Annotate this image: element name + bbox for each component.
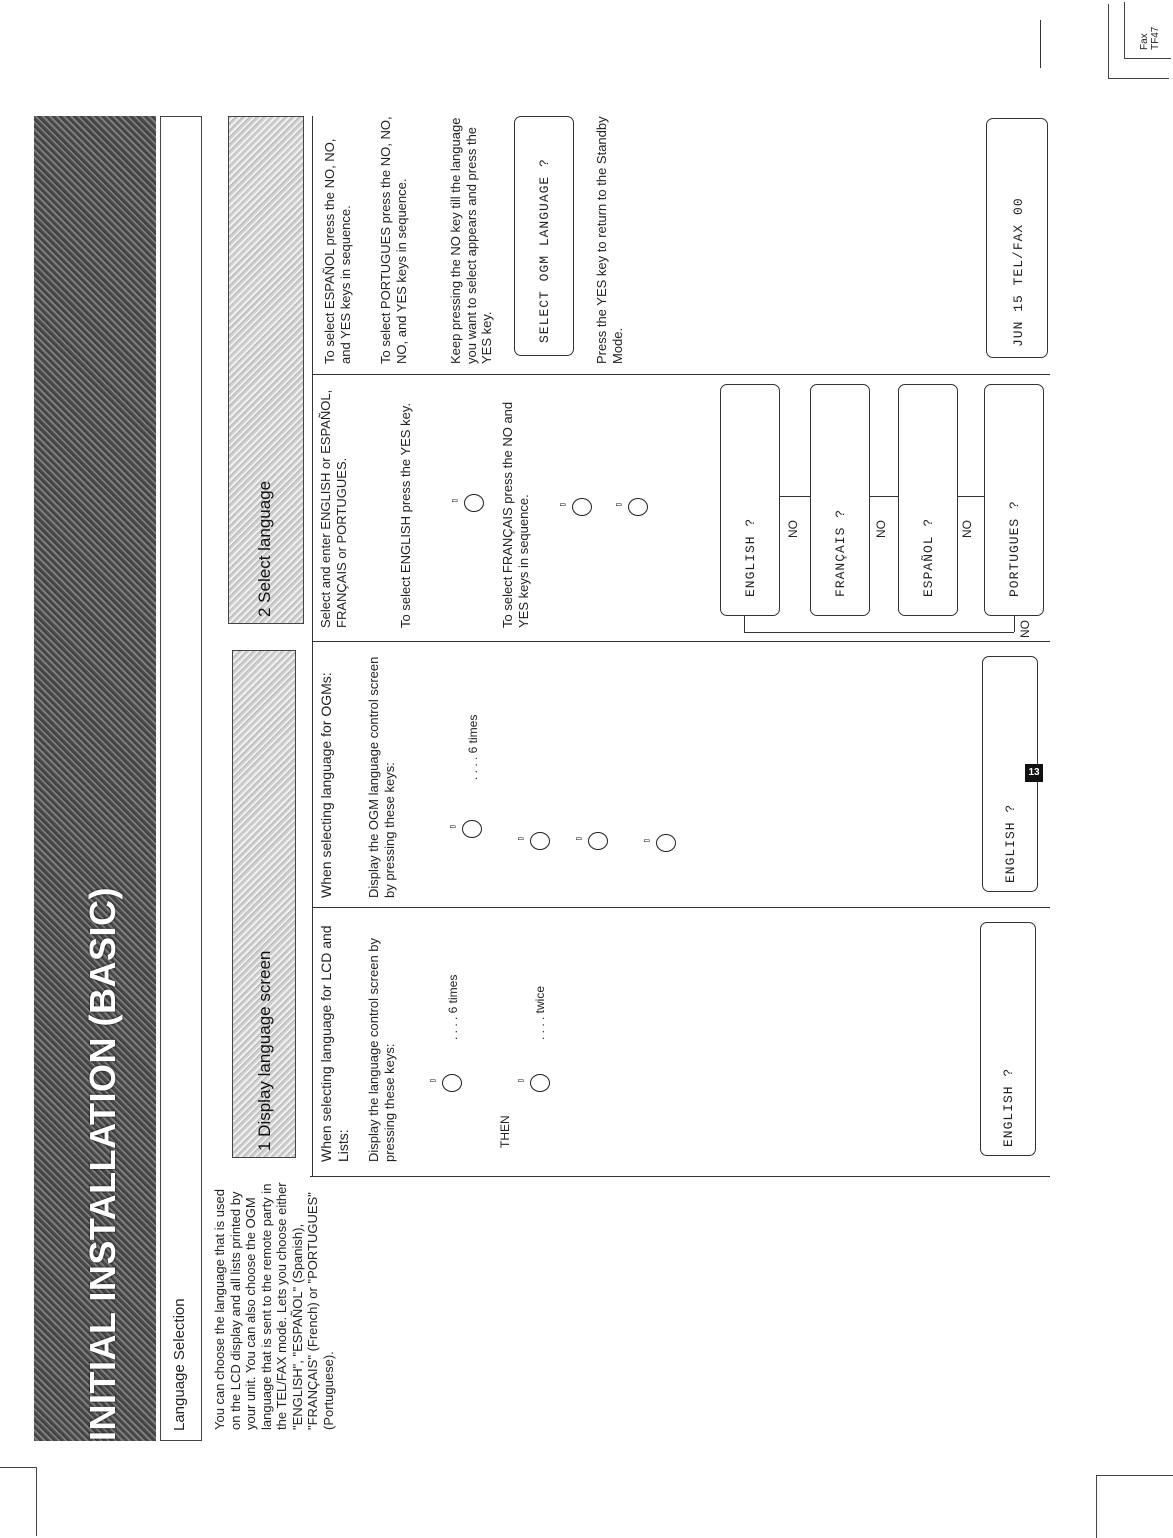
section-title: Language Selection: [171, 1298, 188, 1431]
divider: [312, 907, 1050, 908]
function-key[interactable]: [430, 1068, 464, 1096]
no-loop-label: NO: [1018, 620, 1032, 638]
crop-mark: [0, 1467, 37, 1536]
flow-connector: [958, 496, 984, 497]
step2-press-yes: [594, 114, 625, 364]
yes-key-oval: [530, 832, 550, 850]
step2-portugues-text: To select PORTUGUES press the NO, NO, NO, and YES keys in sequence.: [378, 116, 409, 364]
intro-paragraph: You can choose the language that is used on the LCD display and all lists printed by your unit. You can also choose the OGM language that is sent to the remote party in the TEL/FAX mode. Lets you choose either "ENGLISH", "ESPAÑOL" (Spanish), "FRANÇAIS" (French) or "PORTUGUES" (Portuguese).: [212, 1182, 336, 1430]
yes-key-oval: [464, 494, 484, 512]
yes-key-oval: [656, 834, 676, 852]
function-key[interactable]: [576, 826, 610, 854]
lcd-display: [514, 116, 574, 356]
cycle-display-text: PORTUGUES ?: [1007, 500, 1022, 597]
step2-espanol: [322, 114, 353, 364]
crop-mark: [1040, 20, 1041, 68]
flow-connector: [744, 632, 1014, 633]
lcd-display: [986, 118, 1048, 358]
no-key[interactable]: [560, 492, 594, 520]
yes-key[interactable]: [518, 1068, 552, 1096]
page-number: 13: [1025, 764, 1043, 782]
yes-key[interactable]: [452, 488, 486, 516]
function-key-oval: [442, 1074, 462, 1092]
page-title: INITIAL INSTALLATION (BASIC): [82, 887, 123, 1441]
flow-connector: [780, 496, 810, 497]
divider: [310, 1176, 1050, 1177]
corner-tag-text: Fax TF47: [1139, 26, 1161, 50]
no-arrow-label: NO: [960, 520, 974, 538]
flow-connector: [870, 496, 898, 497]
step2-keep: [448, 114, 495, 364]
function-key-oval: [462, 820, 482, 838]
step1-ogm-instruction: [366, 648, 397, 898]
step2-label-box: [228, 116, 304, 624]
step1-lcd-instruction: [366, 912, 397, 1162]
no-key-oval: [572, 498, 592, 516]
lcd-display-text: SELECT OGM LANGUAGE ?: [537, 158, 552, 343]
yes-key-glyph: ▭: [518, 1076, 524, 1086]
step1-ogm-heading-text: When selecting language for OGMs:: [318, 672, 334, 898]
no-arrow-label: NO: [786, 520, 800, 538]
section-title-box: [160, 116, 202, 1441]
lcd-display-text: JUN 15 TEL/FAX 00: [1011, 197, 1026, 347]
lcd-display-text: ENGLISH ?: [1001, 1067, 1016, 1147]
then-label: THEN: [498, 1115, 512, 1148]
divider: [312, 641, 1050, 642]
yes-key-oval: [628, 498, 648, 516]
step2-portugues: [378, 114, 409, 364]
press-count: . . . . 6 times: [466, 714, 480, 780]
step2-espanol-text: To select ESPAÑOL press the NO, NO, and YES keys in sequence.: [322, 138, 353, 364]
function-key-oval: [588, 832, 608, 850]
flow-connector: [744, 616, 745, 632]
step2-english: [398, 384, 414, 628]
step1-lcd-heading-text: When selecting language for LCD and Lists:: [318, 925, 351, 1162]
step1-ogm-heading: [318, 648, 335, 898]
cycle-display-text: ENGLISH ?: [743, 517, 758, 597]
cycle-display-text: ESPAÑOL ?: [921, 517, 936, 597]
no-key-glyph: ▭: [560, 500, 566, 510]
yes-key[interactable]: [644, 828, 678, 856]
yes-key[interactable]: [518, 826, 552, 854]
yes-key-glyph: ▭: [452, 496, 458, 506]
step1-label: 1 Display language screen: [255, 950, 274, 1151]
step1-lcd-instruction-text: Display the language control screen by pressing these keys:: [366, 937, 397, 1162]
step2-label: 2 Select language: [255, 480, 274, 617]
step2-press-yes-text: Press the YES key to return to the Standby Mode.: [594, 116, 625, 364]
lcd-display-text: ENGLISH ?: [1003, 803, 1018, 883]
press-count: . . . . 6 times: [446, 974, 460, 1040]
step1-lcd-heading: [318, 912, 352, 1162]
step1-ogm-instruction-text: Display the OGM language control screen by pressing these keys:: [366, 656, 397, 898]
yes-key-glyph: ▭: [616, 500, 622, 510]
function-key-glyph: ▭: [450, 822, 456, 832]
crop-mark: [1096, 1475, 1173, 1538]
cycle-display: [720, 384, 780, 616]
no-arrow-label: NO: [874, 520, 888, 538]
yes-key-oval: [530, 1074, 550, 1092]
yes-key-glyph: ▭: [518, 834, 524, 844]
flow-connector: [1014, 616, 1015, 632]
step2-keep-text: Keep pressing the NO key till the language you want to select appears and press the YES key.: [448, 117, 494, 364]
yes-key[interactable]: [616, 492, 650, 520]
step1-label-box: [232, 650, 296, 1158]
step2-instruction: [318, 384, 349, 628]
step2-francais-text: To select FRANÇAIS press the NO and YES keys in sequence.: [500, 401, 531, 628]
crop-mark: [1108, 4, 1169, 79]
cycle-display: [810, 384, 870, 616]
header-banner: [34, 116, 156, 1441]
lcd-display: [980, 922, 1036, 1156]
divider: [312, 374, 1050, 375]
divider: [312, 116, 313, 1176]
step2-instruction-text: Select and enter ENGLISH or ESPAÑOL, FRANÇAIS or PORTUGUES.: [318, 389, 349, 628]
yes-key-glyph: ▭: [644, 836, 650, 846]
function-key-glyph: ▭: [430, 1076, 436, 1086]
intro-block: [212, 1180, 336, 1430]
cycle-display: [898, 384, 958, 616]
cycle-display-text: FRANÇAIS ?: [833, 508, 848, 597]
function-key-glyph: ▭: [576, 834, 582, 844]
press-count: . . . . twice: [533, 985, 547, 1040]
function-key[interactable]: [450, 814, 484, 842]
cycle-display: [984, 384, 1044, 616]
step2-english-text: To select ENGLISH press the YES key.: [398, 403, 413, 628]
step2-francais: [500, 384, 531, 628]
